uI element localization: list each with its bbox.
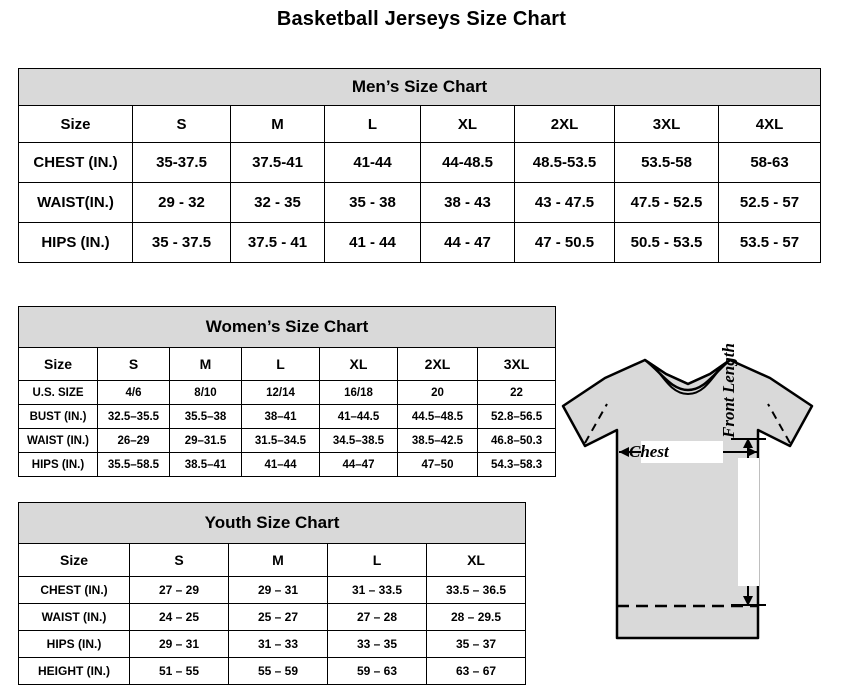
- table-cell: 52.5 - 57: [719, 183, 821, 223]
- table-header-row: [19, 544, 526, 577]
- table-cell: 31.5–34.5: [242, 429, 320, 453]
- table-cell: 8/10: [170, 381, 242, 405]
- row-label: U.S. SIZE: [19, 381, 98, 405]
- table-cell: 29 - 32: [133, 183, 231, 223]
- column-header: 2XL: [515, 106, 615, 143]
- mens-size-chart-table: [18, 68, 821, 263]
- table-cell: 31 – 33.5: [328, 577, 427, 604]
- table-cell: 33.5 – 36.5: [427, 577, 526, 604]
- column-header: 3XL: [615, 106, 719, 143]
- column-header: Size: [19, 348, 98, 381]
- youth-size-chart-section: [18, 502, 525, 685]
- table-cell: 37.5 - 41: [231, 223, 325, 263]
- table-cell: 43 - 47.5: [515, 183, 615, 223]
- table-cell: 29 – 31: [130, 631, 229, 658]
- table-cell: 12/14: [242, 381, 320, 405]
- chest-measurement-label: Chest: [629, 442, 669, 461]
- table-cell: 33 – 35: [328, 631, 427, 658]
- table-cell: 16/18: [320, 381, 398, 405]
- table-cell: 35.5–58.5: [98, 453, 170, 477]
- column-header: S: [98, 348, 170, 381]
- table-cell: 44-48.5: [421, 143, 515, 183]
- column-header: S: [133, 106, 231, 143]
- column-header: 4XL: [719, 106, 821, 143]
- table-cell: 22: [478, 381, 556, 405]
- table-cell: 63 – 67: [427, 658, 526, 685]
- table-row: [19, 604, 526, 631]
- column-header: XL: [421, 106, 515, 143]
- table-cell: 29–31.5: [170, 429, 242, 453]
- table-row: [19, 658, 526, 685]
- table-row: [19, 381, 556, 405]
- table-cell: 47–50: [398, 453, 478, 477]
- table-row: [19, 143, 821, 183]
- youth-caption: Youth Size Chart: [19, 503, 526, 544]
- table-cell: 41 - 44: [325, 223, 421, 263]
- table-cell: 25 – 27: [229, 604, 328, 631]
- table-cell: 35.5–38: [170, 405, 242, 429]
- column-header: L: [242, 348, 320, 381]
- row-label: WAIST (IN.): [19, 429, 98, 453]
- column-header: L: [325, 106, 421, 143]
- column-header: XL: [320, 348, 398, 381]
- row-label: CHEST (IN.): [19, 143, 133, 183]
- column-header: Size: [19, 106, 133, 143]
- table-row: [19, 453, 556, 477]
- row-label: CHEST (IN.): [19, 577, 130, 604]
- womens-size-chart-table: [18, 306, 556, 477]
- jersey-shirt-icon: [545, 338, 835, 668]
- row-label: WAIST(IN.): [19, 183, 133, 223]
- table-cell: 41–44.5: [320, 405, 398, 429]
- table-row: [19, 183, 821, 223]
- table-cell: 35 – 37: [427, 631, 526, 658]
- table-cell: 32 - 35: [231, 183, 325, 223]
- table-cell: 53.5-58: [615, 143, 719, 183]
- table-cell: 34.5–38.5: [320, 429, 398, 453]
- table-cell: 38.5–41: [170, 453, 242, 477]
- table-cell: 38 - 43: [421, 183, 515, 223]
- row-label: HIPS (IN.): [19, 453, 98, 477]
- column-header: L: [328, 544, 427, 577]
- table-cell: 58-63: [719, 143, 821, 183]
- table-cell: 28 – 29.5: [427, 604, 526, 631]
- table-cell: 47.5 - 52.5: [615, 183, 719, 223]
- table-cell: 26–29: [98, 429, 170, 453]
- womens-size-chart-section: [18, 306, 555, 477]
- table-cell: 41-44: [325, 143, 421, 183]
- table-cell: 51 – 55: [130, 658, 229, 685]
- column-header: M: [231, 106, 325, 143]
- table-cell: 35 - 38: [325, 183, 421, 223]
- table-row: [19, 405, 556, 429]
- table-cell: 59 – 63: [328, 658, 427, 685]
- table-cell: 46.8–50.3: [478, 429, 556, 453]
- jersey-measurement-diagram: [545, 338, 835, 668]
- table-row: [19, 223, 821, 263]
- column-header: M: [229, 544, 328, 577]
- table-cell: 53.5 - 57: [719, 223, 821, 263]
- column-header: 3XL: [478, 348, 556, 381]
- table-cell: 48.5-53.5: [515, 143, 615, 183]
- front-length-measurement-label: Front Length: [719, 343, 738, 438]
- table-cell: 27 – 29: [130, 577, 229, 604]
- table-header-row: [19, 106, 821, 143]
- row-label: WAIST (IN.): [19, 604, 130, 631]
- table-cell: 24 – 25: [130, 604, 229, 631]
- table-cell: 29 – 31: [229, 577, 328, 604]
- column-header: 2XL: [398, 348, 478, 381]
- row-label: HIPS (IN.): [19, 223, 133, 263]
- column-header: M: [170, 348, 242, 381]
- table-cell: 38–41: [242, 405, 320, 429]
- womens-caption: Women’s Size Chart: [19, 307, 556, 348]
- table-cell: 32.5–35.5: [98, 405, 170, 429]
- row-label: HIPS (IN.): [19, 631, 130, 658]
- row-label: BUST (IN.): [19, 405, 98, 429]
- column-header: S: [130, 544, 229, 577]
- table-cell: 4/6: [98, 381, 170, 405]
- mens-caption: Men’s Size Chart: [19, 69, 821, 106]
- table-cell: 37.5-41: [231, 143, 325, 183]
- page-title: Basketball Jerseys Size Chart: [276, 8, 567, 30]
- table-header-row: [19, 348, 556, 381]
- table-cell: 54.3–58.3: [478, 453, 556, 477]
- table-cell: 55 – 59: [229, 658, 328, 685]
- column-header: Size: [19, 544, 130, 577]
- table-cell: 38.5–42.5: [398, 429, 478, 453]
- mens-size-chart-section: [18, 68, 820, 263]
- table-cell: 31 – 33: [229, 631, 328, 658]
- table-cell: 44–47: [320, 453, 398, 477]
- table-row: [19, 429, 556, 453]
- table-cell: 50.5 - 53.5: [615, 223, 719, 263]
- table-cell: 52.8–56.5: [478, 405, 556, 429]
- table-cell: 44 - 47: [421, 223, 515, 263]
- table-cell: 27 – 28: [328, 604, 427, 631]
- table-cell: 44.5–48.5: [398, 405, 478, 429]
- row-label: HEIGHT (IN.): [19, 658, 130, 685]
- table-cell: 35 - 37.5: [133, 223, 231, 263]
- table-row: [19, 631, 526, 658]
- table-cell: 47 - 50.5: [515, 223, 615, 263]
- table-cell: 41–44: [242, 453, 320, 477]
- column-header: XL: [427, 544, 526, 577]
- table-row: [19, 577, 526, 604]
- table-cell: 20: [398, 381, 478, 405]
- youth-size-chart-table: [18, 502, 526, 685]
- table-cell: 35-37.5: [133, 143, 231, 183]
- table-caption-row: [19, 503, 526, 544]
- table-caption-row: [19, 307, 556, 348]
- table-caption-row: [19, 69, 821, 106]
